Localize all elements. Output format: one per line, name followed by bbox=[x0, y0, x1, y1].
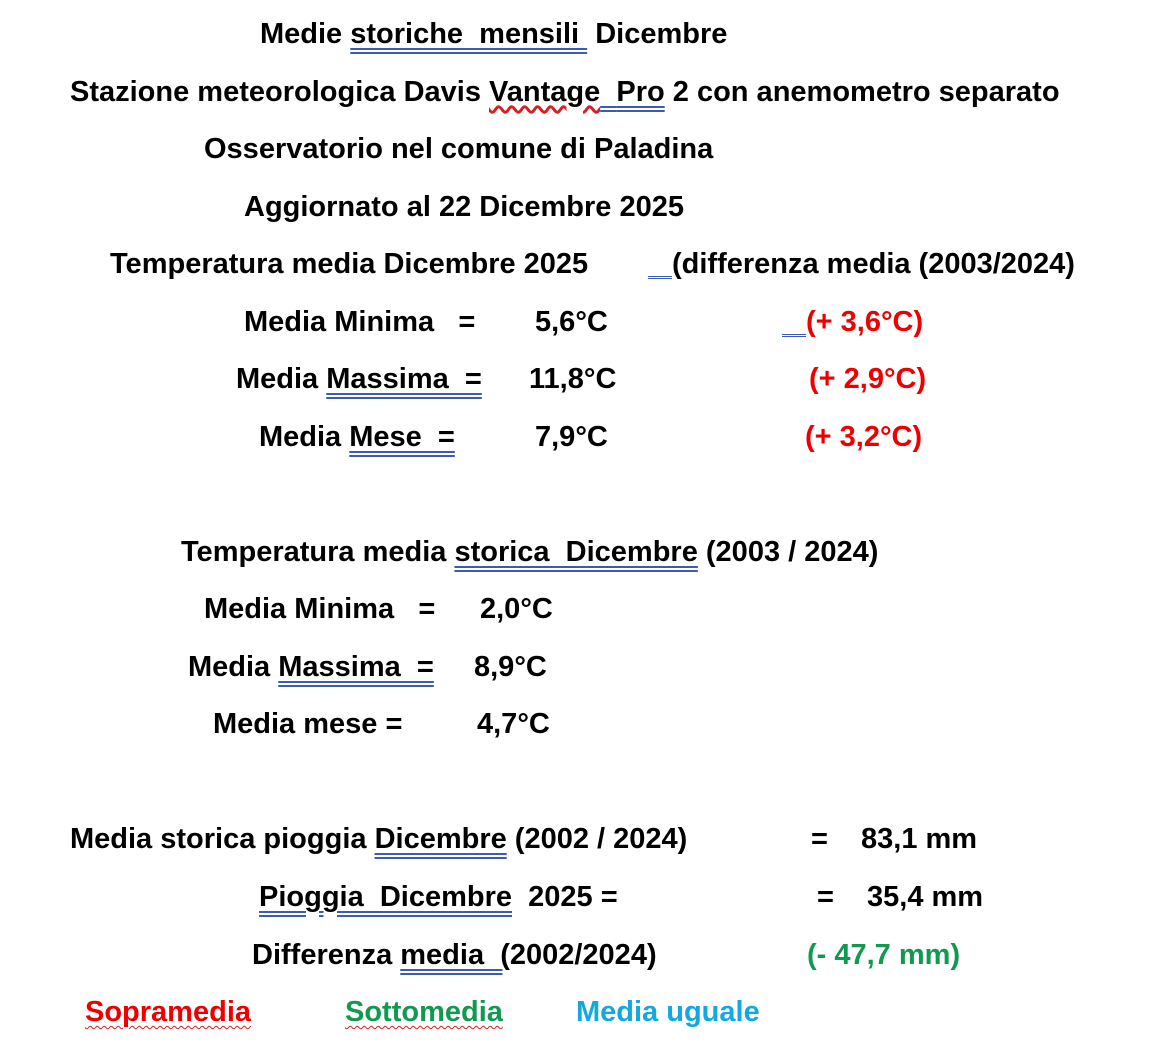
current-min-label: Media Minima = bbox=[244, 306, 476, 338]
label-part: Media bbox=[236, 363, 327, 395]
rain-historical-label bbox=[70, 822, 687, 856]
heading-underlined-part: storica Dicembre bbox=[454, 536, 698, 568]
heading-diff-text: (differenza media (2003/2024) bbox=[672, 248, 1075, 280]
title-underlined-part: storiche mensili bbox=[350, 18, 588, 50]
rain-diff-label bbox=[252, 938, 657, 972]
label-part: Media storica pioggia bbox=[70, 823, 375, 855]
rain-current-equals: = bbox=[817, 881, 834, 913]
legend-equal: Media uguale bbox=[576, 996, 760, 1028]
current-month-label bbox=[259, 420, 455, 454]
label-part: Media bbox=[188, 651, 279, 683]
current-min-diff bbox=[782, 305, 923, 339]
current-month-diff: (+ 3,2°C) bbox=[805, 421, 923, 453]
historical-month-label: Media mese = bbox=[213, 708, 403, 740]
label-part: 2025 = bbox=[512, 881, 618, 913]
label-part: 2002/2024) bbox=[509, 939, 657, 971]
current-max-value: 11,8°C bbox=[529, 363, 617, 395]
heading-part: (2003 / 2024) bbox=[697, 536, 879, 568]
legend-above-text: Sopramedia bbox=[85, 996, 251, 1028]
page-title bbox=[260, 17, 727, 51]
label-underlined-part: Dicembre bbox=[374, 823, 507, 855]
underline-mark bbox=[648, 276, 672, 279]
label-part: (2002 / 2024) bbox=[506, 823, 688, 855]
current-min-value: 5,6°C bbox=[535, 306, 608, 338]
current-heading: Temperatura media Dicembre 2025 bbox=[110, 248, 589, 280]
underline-mark bbox=[782, 334, 806, 337]
rain-current-value: 35,4 mm bbox=[867, 881, 984, 913]
station-part: 2 con anemometro separato bbox=[664, 76, 1060, 108]
current-max-label bbox=[236, 362, 482, 396]
label-part: Media bbox=[259, 421, 350, 453]
legend-below-text: Sottomedia bbox=[345, 996, 503, 1028]
title-part: Medie bbox=[260, 18, 351, 50]
station-gap bbox=[600, 76, 616, 108]
label-underlined-part: Massima = bbox=[278, 651, 434, 683]
historical-month-value: 4,7°C bbox=[477, 708, 550, 740]
updated-line: Aggiornato al 22 Dicembre 2025 bbox=[244, 191, 684, 223]
historical-min-value: 2,0°C bbox=[480, 593, 553, 625]
station-vantage: Vantage bbox=[489, 76, 601, 108]
observatory-line: Osservatorio nel comune di Paladina bbox=[204, 133, 714, 165]
legend-below bbox=[345, 995, 503, 1029]
label-underlined-part: Mese = bbox=[349, 421, 455, 453]
current-max-diff: (+ 2,9°C) bbox=[809, 363, 927, 395]
historical-min-label: Media Minima = bbox=[204, 593, 436, 625]
current-month-value: 7,9°C bbox=[535, 421, 608, 453]
rain-historical-equals: = bbox=[811, 823, 828, 855]
legend-above bbox=[85, 995, 251, 1029]
historical-max-value: 8,9°C bbox=[474, 651, 547, 683]
current-heading-diff bbox=[648, 247, 1075, 281]
heading-part: Temperatura media bbox=[181, 536, 455, 568]
rain-current-label bbox=[259, 880, 618, 914]
label-underlined-part: Pioggia Dicembre bbox=[259, 881, 513, 913]
station-pro: Pro bbox=[616, 76, 665, 108]
station-part: Stazione meteorologica Davis bbox=[70, 76, 490, 108]
min-diff-text: (+ 3,6°C) bbox=[806, 306, 924, 338]
historical-heading bbox=[181, 535, 878, 569]
title-part: Dicembre bbox=[587, 18, 728, 50]
rain-diff-value: (- 47,7 mm) bbox=[807, 939, 961, 971]
label-underlined-part: media ( bbox=[400, 939, 510, 971]
label-part: Differenza bbox=[252, 939, 401, 971]
station-line bbox=[70, 75, 1060, 109]
label-underlined-part: Massima = bbox=[326, 363, 482, 395]
historical-max-label bbox=[188, 650, 434, 684]
rain-historical-value: 83,1 mm bbox=[861, 823, 978, 855]
